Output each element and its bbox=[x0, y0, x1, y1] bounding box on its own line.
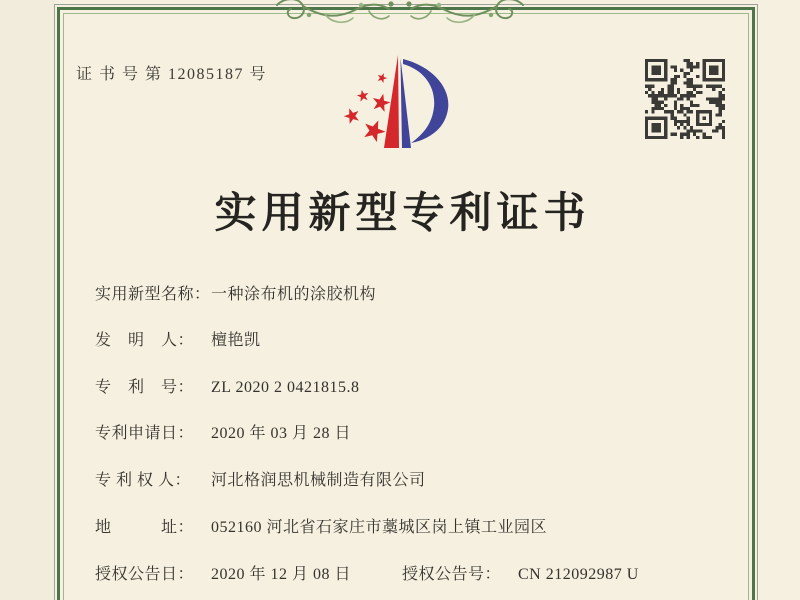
field-row-address bbox=[95, 517, 547, 539]
grant-date-row bbox=[95, 564, 351, 586]
field-row-invention-name bbox=[95, 284, 376, 306]
field-value: 一种涂布机的涂胶机构 bbox=[211, 286, 377, 303]
grant-number-label: 授权公告号： bbox=[402, 566, 502, 583]
certificate-number: 证 书 号 第 12085187 号 bbox=[76, 66, 268, 83]
grant-date-value: 2020 年 12 月 08 日 bbox=[211, 566, 352, 583]
field-value: ZL 2020 2 0421815.8 bbox=[211, 379, 360, 396]
field-value: 2020 年 03 月 28 日 bbox=[211, 425, 352, 442]
field-label: 专 利 号： bbox=[95, 379, 195, 396]
qr-code bbox=[645, 59, 725, 139]
field-label: 实用新型名称： bbox=[95, 286, 211, 303]
field-row-filing-date bbox=[95, 423, 351, 445]
grant-number-value: CN 212092987 U bbox=[518, 566, 639, 583]
field-label: 地 址： bbox=[95, 519, 195, 536]
field-label: 专 利 权 人： bbox=[95, 472, 192, 489]
cnipa-patent-emblem-icon bbox=[328, 47, 463, 162]
field-row-patent-number bbox=[95, 377, 359, 399]
field-label: 发 明 人： bbox=[95, 332, 195, 349]
grant-number-row bbox=[402, 564, 639, 586]
field-value: 檀艳凯 bbox=[211, 332, 261, 349]
field-value: 052160 河北省石家庄市藁城区岗上镇工业园区 bbox=[211, 519, 548, 536]
certificate-title: 实用新型专利证书 bbox=[214, 191, 591, 237]
field-label: 专利申请日： bbox=[95, 425, 195, 442]
flourish-ornament-icon bbox=[273, 0, 527, 29]
field-value: 河北格润思机械制造有限公司 bbox=[211, 472, 426, 489]
field-row-patentee bbox=[95, 470, 426, 492]
field-row-inventor bbox=[95, 330, 261, 352]
grant-date-label: 授权公告日： bbox=[95, 566, 195, 583]
